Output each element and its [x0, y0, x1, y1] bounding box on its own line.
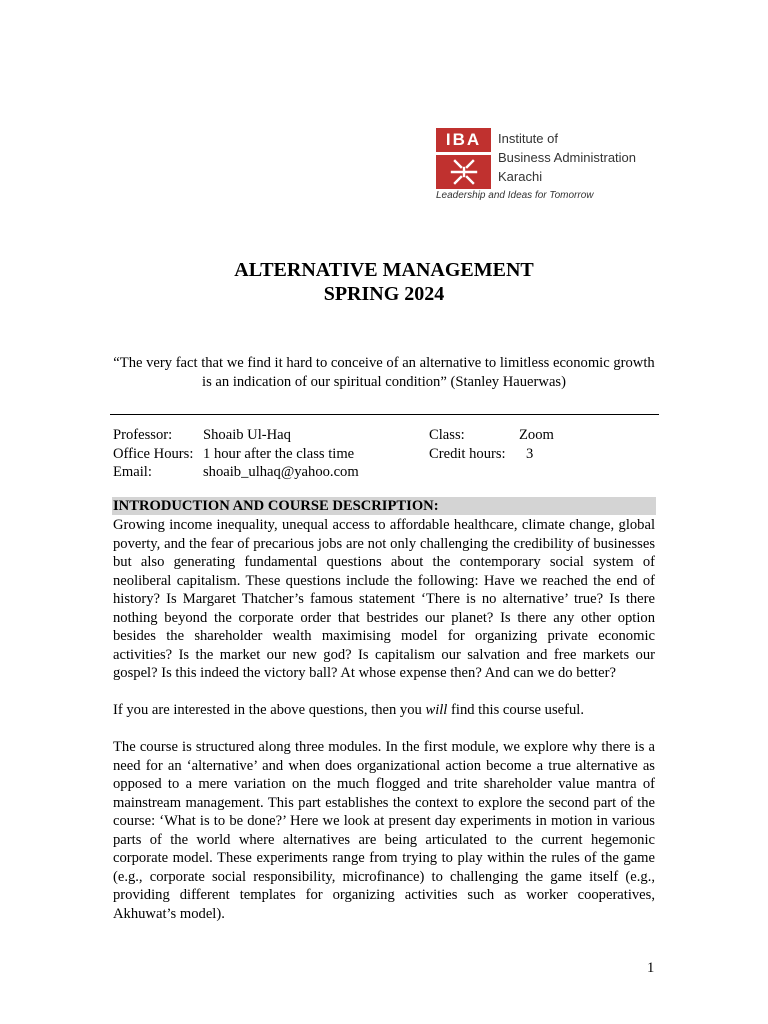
credit-hours-label: Credit hours: [429, 445, 506, 462]
document-title [0, 258, 768, 306]
epigraph-quote: “The very fact that we find it hard to conceive of an alternative to limitless economic growth is an indication of our spiritual condition” (Stanley Hauerwas) [113, 355, 655, 390]
office-hours-value: 1 hour after the class time [203, 445, 355, 462]
class-label: Class: [429, 427, 465, 443]
professor-value: Shoaib Ul-Haq [203, 427, 291, 443]
logo-emblem-icon [436, 155, 491, 189]
credit-hours-value: 3 [526, 445, 534, 462]
intro-paragraph: Growing income inequality, unequal access to affordable healthcare, climate change, global poverty, and the fear of precarious jobs are not only challenging the credibility of businesses but also generating fundamental questions about the contemporary social system of neoliberal capitalism. These questions include the following: Have we reached the end of history? Is Margaret Thatcher’s famous statement ‘There is no alternative’ true? Is there nothing beyond the corporate order that bestrides our planet? Is there any other option besides the shareholder wealth maximising model for organizing private economic activities? Is the market our new god? Is capitalism our salvation and free markets our gospel? Is this indeed the victory ball? At whose expense then? And can we do better? [113, 517, 655, 681]
logo-line-3: Karachi [498, 169, 543, 184]
class-value: Zoom [519, 427, 554, 443]
term-title: SPRING 2024 [323, 283, 445, 305]
professor-label: Professor: [113, 427, 173, 443]
structure-paragraph: The course is structured along three modules. In the first module, we explore why there is a need for an ‘alternative’ and when does organizational action become a true alternative as opposed to a mere variation on the much flogged and trite shareholder value mantra of mainstream management. This part establishes the context to explore the second part of the course: ‘What is to be done?’ Here we look at present day experiments in motion in various parts of the world where alternatives are being articulated to the current hegemonic corporate model. These experiments range from trying to play within the rules of the game (e.g., corporate social responsibility, microfinance) to challenging the game itself (e.g., providing different templates for organizing activities such as worker cooperatives, Akhuwat’s model). [113, 739, 655, 922]
iba-logo [436, 128, 666, 208]
logo-line-2: Business Administration [498, 150, 637, 165]
logo-mark: IBA [436, 128, 491, 152]
interest-text-emphasis: will [425, 702, 448, 718]
section-body [113, 516, 655, 942]
logo-tagline: Leadership and Ideas for Tomorrow [436, 190, 594, 201]
page-number: 1 [647, 960, 655, 976]
email-label: Email: [113, 464, 152, 480]
course-title: ALTERNATIVE MANAGEMENT [234, 259, 534, 281]
section-heading: INTRODUCTION AND COURSE DESCRIPTION: [112, 497, 656, 515]
interest-text-start: If you are interested in the above questions, then you [113, 702, 426, 718]
office-hours-label: Office Hours: [113, 445, 194, 462]
logo-institution-name [498, 129, 636, 186]
logo-line-1: Institute of [498, 131, 558, 146]
horizontal-divider [110, 414, 659, 415]
interest-paragraph [113, 701, 655, 720]
email-value: shoaib_ulhaq@yahoo.com [203, 464, 359, 480]
interest-text-end: find this course useful. [447, 702, 584, 718]
